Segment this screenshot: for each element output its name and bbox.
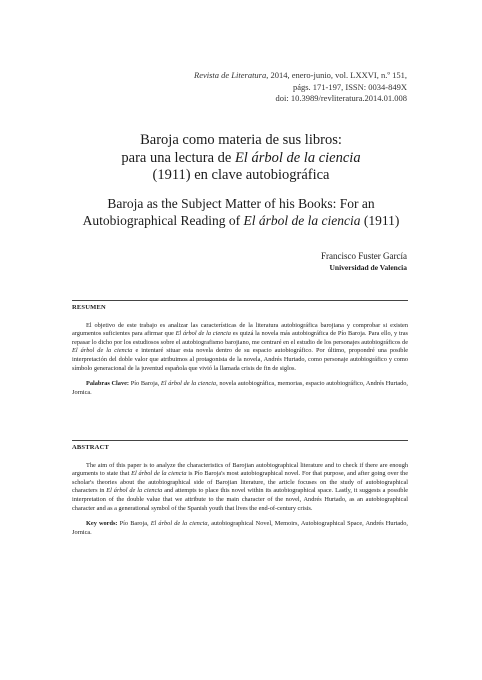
title-spanish-line3: (1911) en clave autobiográfica bbox=[152, 167, 330, 183]
keywords-text: , autobiographical Novel, Memoirs, Autobiographical Space, Andrés Hurtado, Jornica. bbox=[72, 520, 409, 536]
resumen-book-title: El árbol de la ciencia bbox=[72, 347, 133, 355]
abstract-keywords bbox=[72, 520, 408, 537]
title-spanish-line2 bbox=[40, 150, 442, 168]
abstract-text: is Pío Baroja's most autobiographical novel. For that purpose, and after going over the scholar's theories about the autobiographical side of Barojian literature, the article focuses on the study of autobiographical characters in bbox=[72, 470, 408, 495]
journal-doi: doi: 10.3989/revliteratura.2014.01.008 bbox=[275, 93, 407, 103]
resumen-text: El objetivo de este trabajo es analizar las características de la literatura autobiográfica barojiana y comprobar si existen argumentos suficientes para afirmar que bbox=[72, 321, 408, 338]
resumen-divider bbox=[72, 300, 408, 301]
abstract-text: and attempts to place this novel within its autobiographical space. Lastly, it suggests a possible interpretation of the double value that we attribute to the main character of the novel, Andrés Hurtado, as an autobiographical character and as a generational symbol of the Spanish youth that lives the end-of-century crisis. bbox=[72, 487, 408, 512]
title-english-book-title: El árbol de la ciencia bbox=[243, 213, 361, 228]
journal-name: Revista de Literatura bbox=[194, 70, 267, 80]
author-block bbox=[321, 250, 407, 274]
title-spanish-line1: Baroja como materia de sus libros: bbox=[140, 132, 342, 148]
resumen-section bbox=[72, 304, 408, 404]
journal-header bbox=[194, 70, 407, 105]
resumen-text: es quizá la novela más autobiográfica de Pío Baroja. Para ello, y tras repasar lo dicho por los estudiosos sobre el autobiografismo barojiano, me centraré en el estudio de los personajes autobiográficos de bbox=[72, 330, 408, 346]
keywords-text: Pío Baroja, bbox=[129, 380, 161, 388]
resumen-text: e intentaré situar esta novela dentro de su espacio autobiográfico. Por último, propondré una posible interpretación del doble valor que atribuimos al protagonista de la novela, Andrés Hurtado, como personaje autobiográfico y como símbolo generacional de la juventud española que vivió la llamada crisis de fin de siglos. bbox=[72, 347, 409, 372]
resumen-paragraph bbox=[72, 322, 408, 374]
title-english-line2 bbox=[40, 212, 442, 229]
author-affiliation: Universidad de Valencia bbox=[329, 263, 407, 272]
title-spanish-book-title: El árbol de la ciencia bbox=[234, 149, 361, 166]
resumen-book-title: El árbol de la ciencia bbox=[175, 330, 231, 338]
title-english-line2-text: Autobiographical Reading of bbox=[82, 213, 244, 228]
journal-citation-line bbox=[194, 70, 407, 82]
author-name: Francisco Fuster García bbox=[321, 251, 407, 261]
abstract-section bbox=[72, 444, 408, 544]
journal-pages: págs. 171-197, ISSN: 0034-849X bbox=[292, 81, 407, 92]
keywords-label: Palabras Clave: bbox=[86, 380, 129, 388]
title-english-year: (1911) bbox=[360, 213, 400, 228]
resumen-keywords bbox=[72, 380, 408, 397]
title-english-line1: Baroja as the Subject Matter of his Books: For an bbox=[107, 196, 375, 211]
abstract-divider bbox=[72, 440, 408, 441]
title-spanish bbox=[40, 132, 442, 185]
title-spanish-line2-text: para una lectura de bbox=[121, 149, 235, 166]
resumen-heading: RESUMEN bbox=[72, 304, 106, 311]
keywords-text: , novela autobiográfica, memorias, espacio autobiográfico, Andrés Hurtado, Jornica. bbox=[72, 380, 409, 396]
keywords-book-title: El árbol de la ciencia bbox=[150, 520, 208, 528]
keywords-book-title: El árbol de la ciencia bbox=[160, 380, 217, 388]
abstract-heading: ABSTRACT bbox=[72, 444, 109, 451]
abstract-paragraph bbox=[72, 462, 408, 514]
abstract-book-title: El árbol de la ciencia bbox=[131, 470, 187, 478]
title-english bbox=[40, 195, 442, 229]
abstract-book-title: El árbol de la ciencia bbox=[106, 487, 163, 495]
keywords-label: Key words: bbox=[86, 520, 118, 528]
journal-issue: , 2014, enero-junio, vol. LXXVI, n.º 151, bbox=[266, 70, 407, 80]
abstract-text: The aim of this paper is to analyze the characteristics of Barojian autobiographical literature and to check if there are enough arguments to state that bbox=[72, 461, 408, 478]
keywords-text: Pío Baroja, bbox=[117, 520, 151, 528]
